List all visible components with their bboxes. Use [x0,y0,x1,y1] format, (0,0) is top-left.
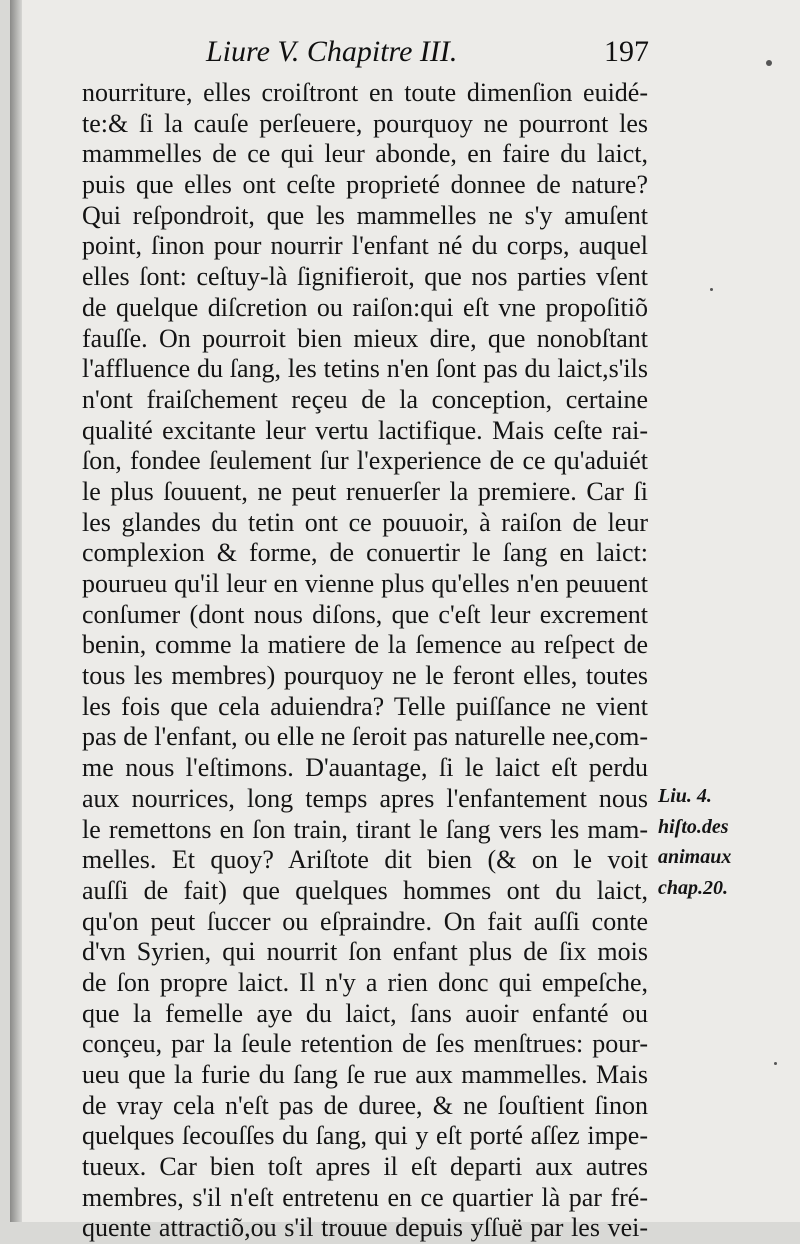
text-line: membres, s'il n'eſt entretenu en ce quartier là par fré- [82,1182,648,1212]
text-line: puis que elles ont ceſte proprieté donnee de nature? [82,170,648,200]
text-line: tous les membres) pourquoy ne le feront elles, toutes [82,661,648,691]
text-line: mammelles de ce qui leur abonde, en faire du laict, [82,139,648,169]
text-line: qu'on peut ſuccer ou eſpraindre. On fait auſſi conte [82,906,648,936]
text-line: ſon, fondee ſeulement ſur l'experience de ce qu'aduiét [82,446,648,476]
marginal-note-line: hiſto.des [658,815,729,838]
text-line: de ſon propre laict. Il n'y a rien donc qui empeſche, [82,967,648,997]
text-line: nourriture, elles croiſtront en toute dimenſion euidé- [82,78,648,107]
page-number: 197 [604,35,649,68]
text-line: pas de l'enfant, ou elle ne ſeroit pas naturelle nee,com- [82,722,648,752]
ink-speck [766,60,772,66]
text-line: complexion & forme, de conuertir le ſang en laict: [82,538,648,568]
text-line: benin, comme la matiere de la ſemence au reſpect de [82,630,648,660]
text-line: que la femelle aye du laict, ſans auoir enfanté ou [82,998,648,1028]
text-line: l'affluence du ſang, les tetins n'en ſont pas du laict,s'ils [82,354,648,384]
text-line: aux nourrices, long temps apres l'enfantement nous [82,783,648,813]
text-line: te:& ſi la cauſe perſeuere, pourquoy ne pourront les [82,108,648,138]
text-line: quelques ſecouſſes du ſang, qui y eſt porté aſſez impe- [82,1121,648,1151]
ink-speck [774,1062,777,1065]
text-line: conçeu, par la ſeule retention de ſes menſtrues: pour- [82,1029,648,1059]
marginal-note-line: Liu. 4. [658,785,712,807]
ink-speck [710,288,713,291]
text-line: me nous l'eſtimons. D'auantage, ſi le laict eſt perdu [82,753,648,783]
running-head: Liure V. Chapitre III. [206,35,458,68]
marginal-note-line: chap.20. [658,877,728,900]
text-line: le remettons en ſon train, tirant le ſang vers les mam- [82,814,648,844]
text-line: les fois que cela aduiendra? Telle puiſſance ne vient [82,691,648,721]
text-line: tueux. Car bien toſt apres il eſt departi aux autres [82,1152,648,1182]
marginal-note [658,781,798,904]
text-line: ueu que la furie du ſang ſe rue aux mammelles. Mais [82,1060,648,1089]
text-line: elles ſont: ceſtuy-là ſignifieroit, que nos parties vſent [82,262,648,292]
text-line: point, ſinon pour nourrir l'enfant né du corps, auquel [82,231,648,261]
page-gutter-shadow [10,0,22,1222]
text-line: auſſi de fait) que quelques hommes ont du laict, [82,875,648,905]
text-line: fauſſe. On pourroit bien mieux dire, que nonobſtant [82,323,648,353]
text-line: melles. Et quoy? Ariſtote dit bien (& on le voit [82,845,648,875]
text-line: qualité excitante leur vertu lactifique. Mais ceſte rai- [82,415,648,445]
text-line: conſumer (dont nous diſons, que c'eſt leur excrement [82,599,648,629]
text-line: d'vn Syrien, qui nourrit ſon enfant plus de ſix mois [82,937,648,967]
text-line: Qui reſpondroit, que les mammelles ne s'y amuſent [82,200,648,230]
text-line: n'ont fraiſchement reçeu de la conception, certaine [82,384,648,414]
text-line: les glandes du tetin ont ce pouuoir, à raiſon de leur [82,507,648,537]
text-line: de vray cela n'eſt pas de duree, & ne ſouſtient ſinon [82,1090,648,1120]
text-line: pourueu qu'il leur en vienne plus qu'elles n'en peuuent [82,569,648,598]
marginal-note-line: animaux [658,846,732,869]
text-line: quente attractiõ,ou s'il trouue depuis yſſuë par les vei- [82,1213,648,1243]
text-line: de quelque diſcretion ou raiſon:qui eſt vne propoſitiõ [82,292,648,322]
text-line: le plus ſouuent, ne peut renuerſer la premiere. Car ſi [82,476,648,506]
body-text [82,78,648,1244]
book-page [10,0,800,1243]
